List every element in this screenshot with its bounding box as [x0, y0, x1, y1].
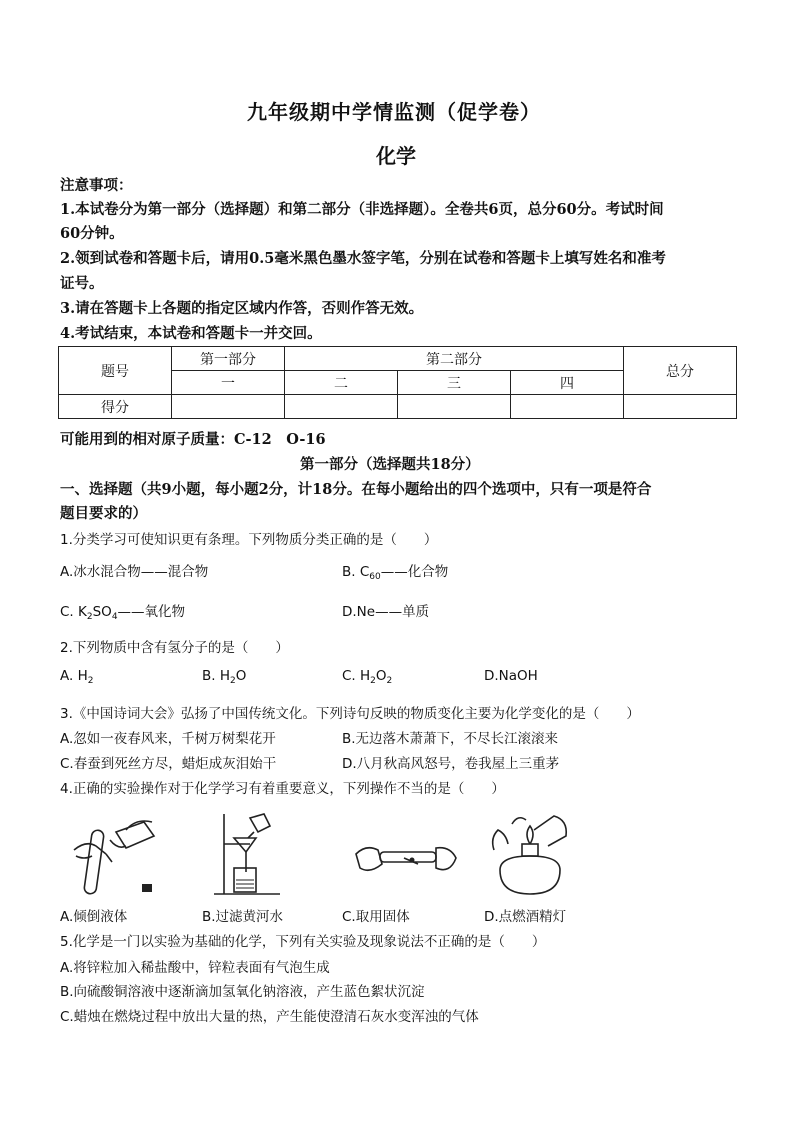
section1-line2: 题目要求的）	[60, 505, 147, 522]
header-part1: 第一部分	[172, 347, 285, 371]
score-cell-3[interactable]	[398, 395, 511, 419]
col-1: 一	[172, 371, 285, 395]
col-3: 三	[398, 371, 511, 395]
q4-stem: 4.正确的实验操作对于化学学习有着重要意义，下列操作不当的是（ ）	[60, 781, 505, 797]
notes-heading: 注意事项：	[60, 177, 133, 194]
q4-option-a: A.倾倒液体	[60, 909, 128, 925]
q5-option-b: B.向硫酸铜溶液中逐渐滴加氢氧化钠溶液，产生蓝色絮状沉淀	[60, 984, 425, 1000]
taking-solid-figure	[352, 834, 460, 890]
q2-stem: 2.下列物质中含有氢分子的是（ ）	[60, 640, 289, 656]
header-part2: 第二部分	[285, 347, 624, 371]
q3-option-b: B.无边落木萧萧下，不尽长江滚滚来	[342, 731, 559, 747]
pouring-liquid-figure	[66, 810, 166, 898]
score-table	[58, 346, 737, 419]
atomic-mass: 可能用到的相对原子质量：C-12 O-16	[60, 431, 326, 448]
q2-option-c: C. $H_2O_2$	[342, 668, 393, 686]
q4-option-c: C.取用固体	[342, 909, 410, 925]
header-total: 总分	[624, 347, 737, 395]
q5-stem: 5.化学是一门以实验为基础的化学，下列有关实验及现象说法不正确的是（ ）	[60, 934, 546, 950]
note-1-line1: 1.本试卷分为第一部分（选择题）和第二部分（非选择题）。全卷共6页，总分60分。考试时间	[60, 201, 664, 218]
note-4: 4.考试结束，本试卷和答题卡一并交回。	[60, 325, 322, 342]
q4-option-d: D.点燃酒精灯	[484, 909, 567, 925]
q1-stem: 1.分类学习可使知识更有条理。下列物质分类正确的是（ ）	[60, 532, 438, 548]
q5-option-a: A.将锌粒加入稀盐酸中，锌粒表面有气泡生成	[60, 960, 330, 976]
q3-stem: 3.《中国诗词大会》弘扬了中国传统文化。下列诗句反映的物质变化主要为化学变化的是（ ）	[60, 706, 640, 722]
exam-title: 九年级期中学情监测（促学卷）	[247, 100, 541, 124]
q1-option-a: A.冰水混合物——混合物	[60, 564, 209, 580]
q4-option-b: B.过滤黄河水	[202, 909, 284, 925]
q1-option-b: B. $C_{60}——$化合物	[342, 564, 449, 582]
note-2-line1: 2.领到试卷和答题卡后，请用0.5毫米黑色墨水签字笔，分别在试卷和答题卡上填写姓名和准考	[60, 250, 666, 267]
score-cell-total[interactable]	[624, 395, 737, 419]
header-tihao: 题号	[59, 347, 172, 395]
q5-option-c: C.蜡烛在燃烧过程中放出大量的热，产生能使澄清石灰水变浑浊的气体	[60, 1009, 479, 1025]
q1-option-c: C. $K_2SO_4——$氧化物	[60, 604, 186, 622]
col-4: 四	[511, 371, 624, 395]
part1-heading: 第一部分（选择题共18分）	[300, 456, 480, 473]
score-cell-2[interactable]	[285, 395, 398, 419]
col-2: 二	[285, 371, 398, 395]
lighting-alcohol-lamp-figure	[488, 810, 578, 898]
q2-option-d: D.NaOH	[484, 668, 538, 684]
q2-option-a: A. $H_2$	[60, 668, 94, 686]
subject-title: 化学	[376, 144, 416, 168]
row-defen: 得分	[59, 395, 172, 419]
note-3: 3.请在答题卡上各题的指定区域内作答，否则作答无效。	[60, 300, 424, 317]
score-cell-4[interactable]	[511, 395, 624, 419]
q2-option-b: B. $H_2O$	[202, 668, 247, 686]
note-1-line2: 60分钟。	[60, 225, 124, 242]
q3-option-a: A.忽如一夜春风来，千树万树梨花开	[60, 731, 276, 747]
q3-option-c: C.春蚕到死丝方尽，蜡炬成灰泪始干	[60, 756, 277, 772]
section1-line1: 一、选择题（共9小题，每小题2分，计18分。在每小题给出的四个选项中，只有一项是符合	[60, 481, 652, 498]
score-cell-1[interactable]	[172, 395, 285, 419]
filtering-figure	[210, 808, 290, 900]
q3-option-d: D.八月秋高风怒号，卷我屋上三重茅	[342, 756, 560, 772]
q1-option-d: D.Ne——单质	[342, 604, 430, 620]
note-2-line2: 证号。	[60, 275, 104, 292]
